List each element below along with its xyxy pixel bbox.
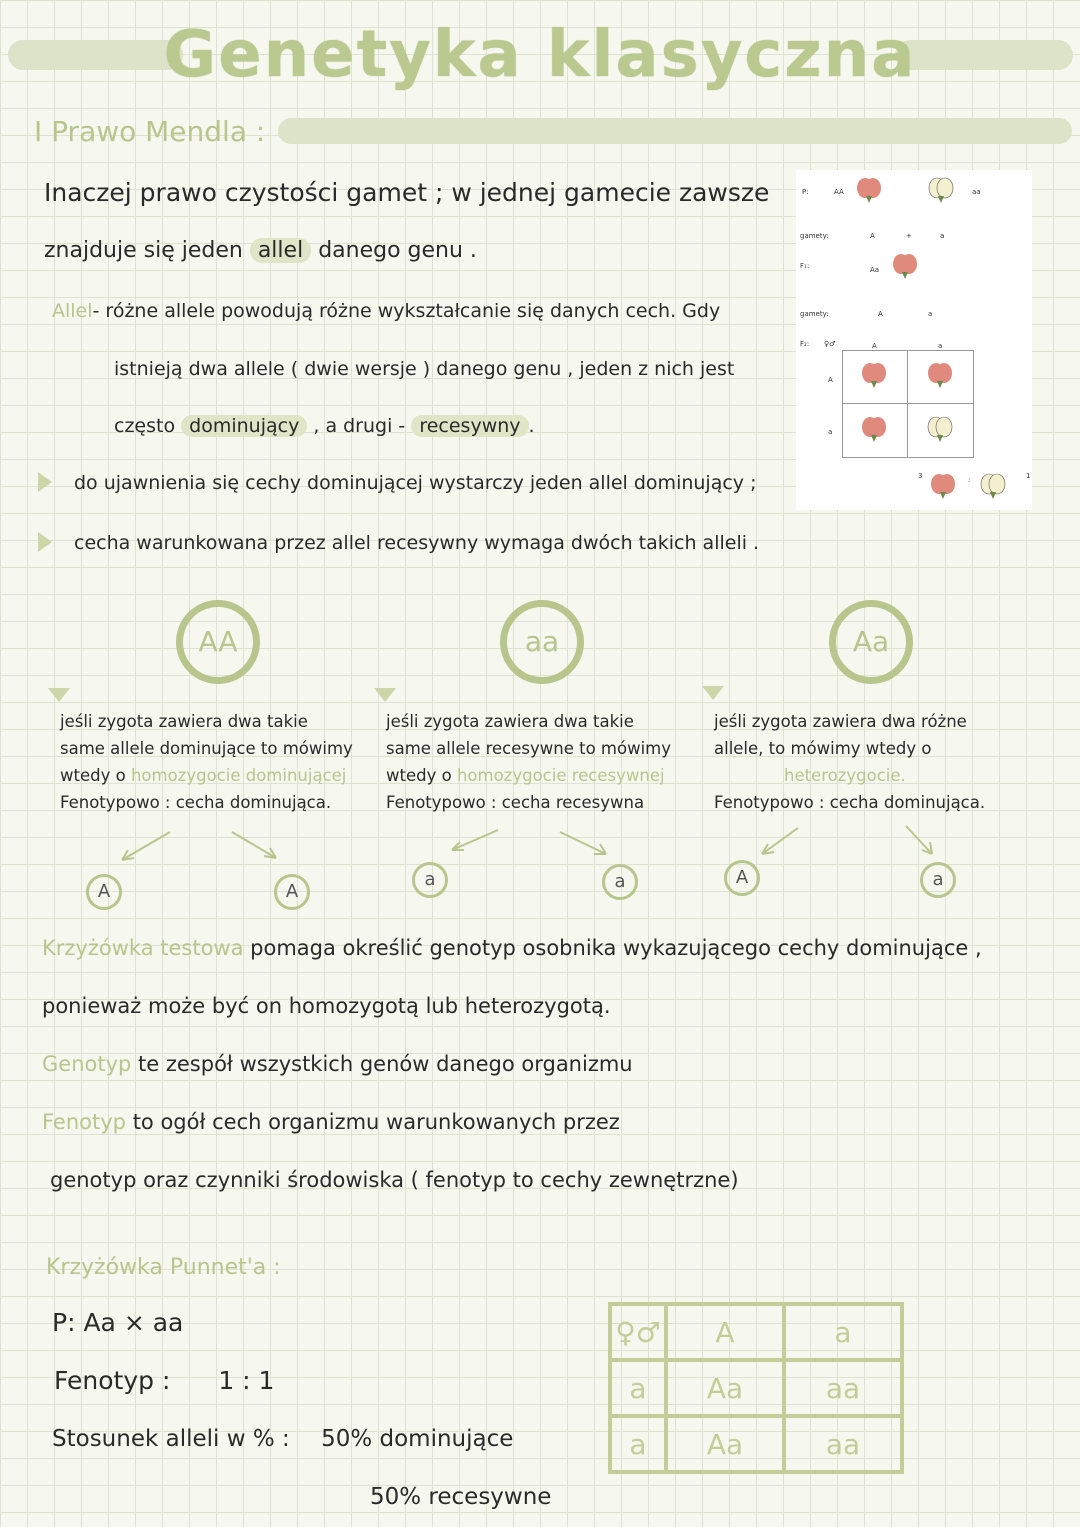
intro-line-1: Inaczej prawo czystości gamet ; w jednej gamecie zawsze [44,178,770,207]
flower-f1-icon [892,252,918,280]
desc-line-pre: wtedy o [60,766,131,785]
desc-line: jeśli zygota zawiera dwa takie [386,712,634,731]
flower-f2-AA-icon [861,361,887,389]
desc-line [386,762,671,789]
figure-g2-a: a [928,310,933,318]
desc-line [714,762,985,789]
figure-grid-vline [907,351,908,457]
fenotyp-ratio-line [54,1366,274,1395]
genotype-desc-aa [386,708,671,816]
gamete-circle: A [86,874,122,910]
desc-line: jeśli zygota zawiera dwa takie [60,712,308,731]
figure-f2-label: F₂: [800,340,810,348]
figure-f1-genotype: Aa [870,266,880,274]
flower-f2-Aa-icon [927,361,953,389]
dominujacy-highlight: dominujący [181,415,307,437]
figure-f1-label: F₁: [800,262,810,270]
punnett-corner: ♀♂ [610,1304,666,1360]
bullet-marker-1 [38,472,52,492]
genotyp-text: te zespół wszystkich genów danego organizmu [138,1052,633,1076]
genotype-circle-AA: AA [176,600,260,684]
flower-ratio-pink-icon [930,472,956,500]
triangle-marker-3 [702,686,724,700]
figure-f2-symbols: ♀♂ [824,340,836,348]
flower-cream-icon [928,176,954,204]
flower-ratio-cream-icon [980,472,1006,500]
gamete-arrows [0,820,1080,870]
fenotyp-definition-1 [42,1110,620,1134]
test-cross-line-1 [42,936,982,960]
allel-line-3-post: . [528,415,535,437]
triangle-marker-1 [48,688,70,702]
figure-ratio-colon: : [968,476,971,484]
genotype-circle-Aa: Aa [829,600,913,684]
fenotyp-label: Fenotyp [42,1110,126,1134]
figure-g2-A: A [878,310,883,318]
flower-f2-aA-icon [861,415,887,443]
figure-plus: + [906,232,912,240]
desc-line [60,762,353,789]
figure-f2-grid [842,350,974,458]
figure-aa-big: AA [834,188,844,196]
test-cross-text: pomaga określić genotyp osobnika wykazującego cechy dominujące , [250,936,982,960]
stosunek-line [52,1426,513,1452]
punnett-row-head: a [610,1360,666,1416]
desc-highlight: heterozygocie. [784,766,906,785]
stosunek-rec: 50% recesywne [370,1484,552,1510]
mendel-cross-figure [796,170,1032,510]
figure-col-a: a [938,342,943,350]
figure-gametes-2: gamety: [800,310,829,318]
allel-highlight: allel [250,238,311,263]
punnett-col-head: A [666,1304,784,1360]
punnett-cell: Aa [666,1360,784,1416]
law-heading-bar [278,118,1072,144]
gamete-circle: a [412,862,448,898]
punnett-heading: Krzyżówka Punnet'a : [46,1255,281,1280]
allel-line-3-pre: często [114,415,176,437]
figure-p-label: P: [802,188,809,196]
recesywny-highlight: recesywny [411,415,528,437]
figure-row-A: A [828,376,833,384]
desc-line: same allele dominujące to mówimy [60,739,353,758]
cross-line: P: Aa × aa [52,1308,184,1337]
desc-fenotyp: Fenotypowo : cecha dominująca. [714,793,986,812]
figure-ratio-3: 3 [918,472,923,480]
figure-row-a: a [828,428,833,436]
bullet-2: cecha warunkowana przez allel recesywny wymaga dwóch takich alleli . [74,532,760,554]
fenotyp-ratio-label: Fenotyp : [54,1366,171,1395]
triangle-marker-2 [374,688,396,702]
figure-aa-small: aa [972,188,981,196]
allel-label: Allel [52,300,93,322]
stosunek-dom: 50% dominujące [321,1426,514,1452]
flower-pink-icon [856,176,882,204]
intro-line-2-post: danego genu . [318,238,477,263]
intro-line-2-pre: znajduje się jeden [44,238,243,263]
genotype-circle-aa: aa [500,600,584,684]
genotype-desc-AA [60,708,353,816]
flower-f2-aa-icon [927,415,953,443]
fenotyp-text-1: to ogół cech organizmu warunkowanych przez [132,1110,620,1134]
punnett-row-head: a [610,1416,666,1472]
gamete-circle: A [274,874,310,910]
intro-line-2 [44,238,477,263]
genotype-desc-Aa [714,708,985,816]
genotyp-label: Genotyp [42,1052,132,1076]
desc-fenotyp: Fenotypowo : cecha recesywna [386,793,645,812]
law-heading: I Prawo Mendla : [34,115,266,148]
figure-col-A: A [872,342,877,350]
test-cross-label: Krzyżówka testowa [42,936,244,960]
punnett-cell: aa [784,1360,902,1416]
fenotyp-definition-2: genotyp oraz czynniki środowiska ( fenotyp to cechy zewnętrzne) [50,1168,739,1192]
genotyp-definition [42,1052,633,1076]
allel-line-3-mid: , a drugi - [313,415,406,437]
figure-gametes-1: gamety: [800,232,829,240]
desc-line: jeśli zygota zawiera dwa różne [714,712,967,731]
desc-line-pre: wtedy o [386,766,457,785]
punnett-cell: Aa [666,1416,784,1472]
punnett-square [608,1302,904,1474]
gamete-circle: a [920,862,956,898]
bullet-1: do ujawnienia się cechy dominującej wystarczy jeden allel dominujący ; [74,472,757,494]
figure-gamete-a: a [940,232,945,240]
bullet-marker-2 [38,532,52,552]
figure-grid-hline [843,403,973,404]
desc-highlight: homozygocie dominującej [130,766,347,785]
desc-line: allele, to mówimy wtedy o [714,739,932,758]
stosunek-label: Stosunek alleli w % : [52,1426,290,1452]
punnett-col-head: a [784,1304,902,1360]
allel-line-1-text: - różne allele powodują różne wykształcanie się danych cech. Gdy [92,300,721,322]
page-title: Genetyka klasyczna [163,18,917,92]
desc-fenotyp: Fenotypowo : cecha dominująca. [60,793,332,812]
punnett-cell: aa [784,1416,902,1472]
figure-ratio-1: 1 [1026,472,1031,480]
test-cross-line-2: ponieważ może być on homozygotą lub heterozygotą. [42,994,611,1018]
figure-gamete-A: A [870,232,875,240]
gamete-circle: a [602,864,638,900]
desc-line: same allele recesywne to mówimy [386,739,671,758]
gamete-circle: A [724,860,760,896]
fenotyp-ratio-value: 1 : 1 [218,1366,275,1395]
allel-line-3 [114,415,535,437]
allel-line-1 [52,300,720,322]
desc-highlight: homozygocie recesywnej [456,766,665,785]
allel-line-2: istnieją dwa allele ( dwie wersje ) danego genu , jeden z nich jest [114,358,735,380]
